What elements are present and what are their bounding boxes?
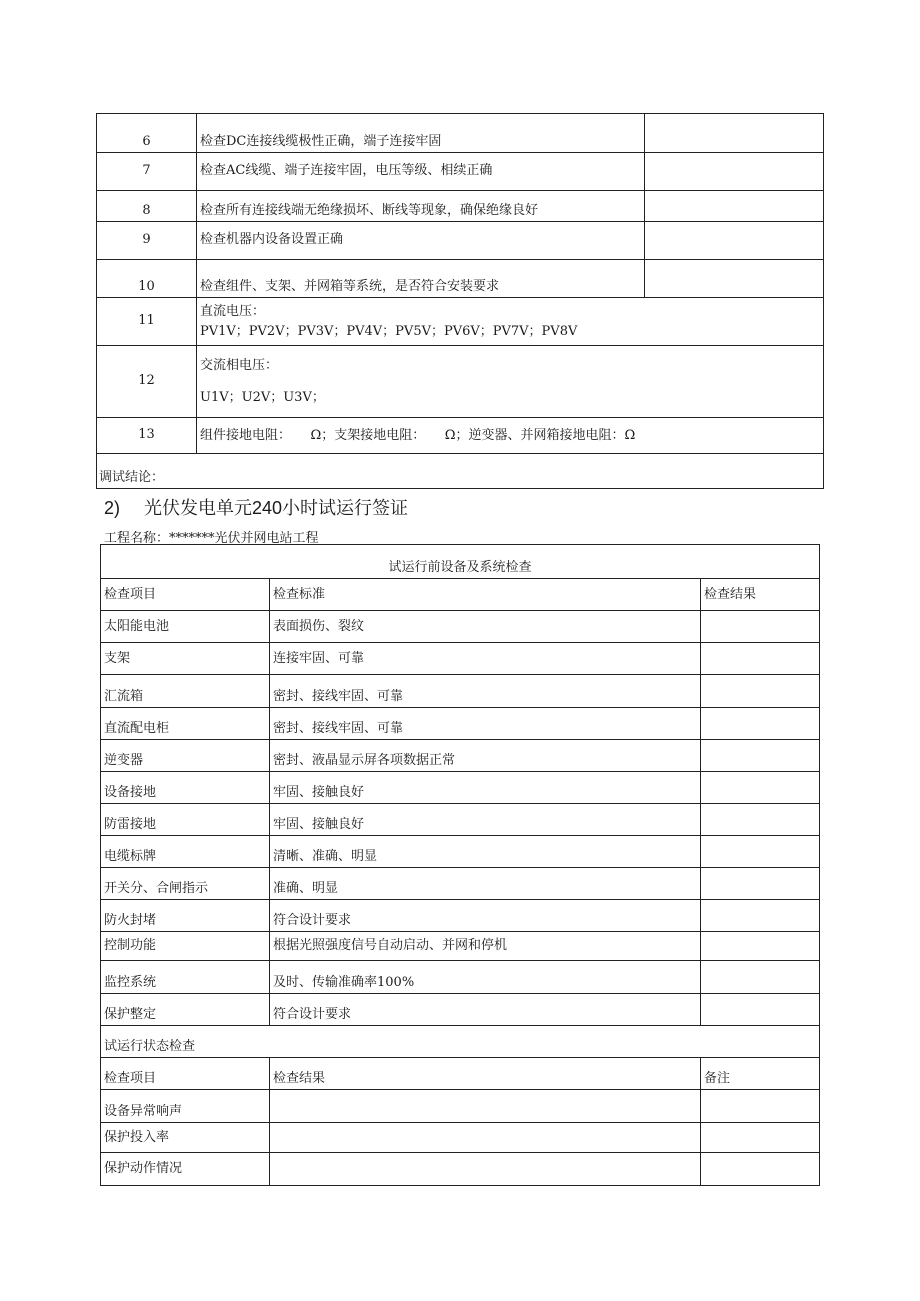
result-cell[interactable] xyxy=(645,153,824,191)
row-number: 11 xyxy=(97,298,197,346)
row-number: 6 xyxy=(97,114,197,153)
project-name: 工程名称：*******光伏并网电站工程 xyxy=(104,531,319,546)
table-title: 试运行前设备及系统检查 xyxy=(101,545,820,579)
check-item: 监控系统 xyxy=(101,961,270,994)
check-standard: 密封、接线牢固、可靠 xyxy=(270,708,701,740)
row-number: 10 xyxy=(97,260,197,298)
check-result[interactable] xyxy=(701,643,820,675)
check-standard: 表面损伤、裂纹 xyxy=(270,611,701,643)
status-item: 保护投入率 xyxy=(101,1123,270,1153)
check-item-text: 检查所有连接线端无绝缘损坏、断线等现象，确保绝缘良好 xyxy=(197,191,645,222)
table-row xyxy=(101,675,820,708)
check-item: 直流配电柜 xyxy=(101,708,270,740)
table-row xyxy=(97,153,824,191)
check-standard: 准确、明显 xyxy=(270,868,701,900)
check-item: 支架 xyxy=(101,643,270,675)
check-standard: 清晰、准确、明显 xyxy=(270,836,701,868)
table-row xyxy=(97,260,824,298)
check-result[interactable] xyxy=(701,994,820,1026)
table-header-row xyxy=(101,1058,820,1090)
table-row xyxy=(97,418,824,454)
table-row xyxy=(101,994,820,1026)
check-result[interactable] xyxy=(701,708,820,740)
debug-check-table xyxy=(96,113,824,489)
grounding-resistance-text: 组件接地电阻： Ω；支架接地电阻： Ω；逆变器、并网箱接地电阻：Ω xyxy=(197,418,824,454)
section-number: 2) xyxy=(104,498,121,518)
check-result[interactable] xyxy=(701,961,820,994)
check-standard: 牢固、接触良好 xyxy=(270,772,701,804)
check-standard: 密封、接线牢固、可靠 xyxy=(270,675,701,708)
table-row xyxy=(101,740,820,772)
check-result[interactable] xyxy=(701,740,820,772)
check-result[interactable] xyxy=(701,804,820,836)
check-item: 汇流箱 xyxy=(101,675,270,708)
check-item: 太阳能电池 xyxy=(101,611,270,643)
result-cell[interactable] xyxy=(645,191,824,222)
check-item: 保护整定 xyxy=(101,994,270,1026)
check-item-text: 检查DC连接线缆极性正确，端子连接牢固 xyxy=(197,114,645,153)
check-item: 防火封堵 xyxy=(101,900,270,932)
status-note[interactable] xyxy=(701,1153,820,1186)
table-row xyxy=(101,772,820,804)
table-row xyxy=(101,961,820,994)
check-standard: 根据光照强度信号自动启动、并网和停机 xyxy=(270,932,701,961)
header-note: 备注 xyxy=(701,1058,820,1090)
row-number: 13 xyxy=(97,418,197,454)
header-item: 检查项目 xyxy=(101,1058,270,1090)
check-result[interactable] xyxy=(701,611,820,643)
table-row xyxy=(101,900,820,932)
status-note[interactable] xyxy=(701,1090,820,1123)
check-result[interactable] xyxy=(701,675,820,708)
table-row xyxy=(101,836,820,868)
row-number: 8 xyxy=(97,191,197,222)
row-number: 7 xyxy=(97,153,197,191)
table-row xyxy=(101,611,820,643)
dc-voltage-cell xyxy=(197,298,824,346)
status-item: 保护动作情况 xyxy=(101,1153,270,1186)
status-result[interactable] xyxy=(270,1153,701,1186)
table-row xyxy=(97,191,824,222)
table-row xyxy=(101,1153,820,1186)
section2-title: 试运行状态检查 xyxy=(101,1026,820,1058)
table-row xyxy=(101,868,820,900)
check-result[interactable] xyxy=(701,836,820,868)
table-header-row xyxy=(101,579,820,611)
dc-voltage-values: PV1V；PV2V；PV3V；PV4V；PV5V；PV6V；PV7V；PV8V xyxy=(200,323,578,339)
section-title: 光伏发电单元240小时试运行签证 xyxy=(144,498,409,518)
table-row xyxy=(101,1123,820,1153)
status-result[interactable] xyxy=(270,1123,701,1153)
check-standard: 密封、液晶显示屏各项数据正常 xyxy=(270,740,701,772)
check-result[interactable] xyxy=(701,772,820,804)
check-standard: 符合设计要求 xyxy=(270,900,701,932)
header-result: 检查结果 xyxy=(701,579,820,611)
table-row xyxy=(97,298,824,346)
trial-run-check-table xyxy=(100,544,820,1186)
section-title-row xyxy=(101,1026,820,1058)
row-number: 9 xyxy=(97,222,197,260)
table-row xyxy=(97,222,824,260)
check-item-text: 检查AC线缆、端子连接牢固，电压等级、相续正确 xyxy=(197,153,645,191)
table-row xyxy=(97,114,824,153)
check-item: 电缆标牌 xyxy=(101,836,270,868)
result-cell[interactable] xyxy=(645,114,824,153)
table-row xyxy=(101,643,820,675)
check-standard: 符合设计要求 xyxy=(270,994,701,1026)
section-heading xyxy=(104,494,408,520)
table-row xyxy=(101,932,820,961)
check-result[interactable] xyxy=(701,868,820,900)
debug-conclusion: 调试结论： xyxy=(97,454,824,489)
table-row xyxy=(101,1090,820,1123)
check-result[interactable] xyxy=(701,932,820,961)
table-row xyxy=(97,454,824,489)
ac-voltage-cell xyxy=(197,346,824,418)
table-title-row xyxy=(101,545,820,579)
check-standard: 及时、传输准确率100% xyxy=(270,961,701,994)
check-item: 逆变器 xyxy=(101,740,270,772)
dc-voltage-label: 直流电压： xyxy=(200,303,266,319)
check-standard: 牢固、接触良好 xyxy=(270,804,701,836)
table-row xyxy=(97,346,824,418)
header-result: 检查结果 xyxy=(270,1058,701,1090)
check-result[interactable] xyxy=(701,900,820,932)
row-number: 12 xyxy=(97,346,197,418)
check-item-text: 检查机器内设备设置正确 xyxy=(197,222,645,260)
check-item-text: 检查组件、支架、并网箱等系统，是否符合安装要求 xyxy=(197,260,645,298)
table-row xyxy=(101,708,820,740)
check-item: 设备接地 xyxy=(101,772,270,804)
check-standard: 连接牢固、可靠 xyxy=(270,643,701,675)
status-item: 设备异常响声 xyxy=(101,1090,270,1123)
status-note[interactable] xyxy=(701,1123,820,1153)
check-item: 控制功能 xyxy=(101,932,270,961)
result-cell[interactable] xyxy=(645,222,824,260)
check-item: 开关分、合闸指示 xyxy=(101,868,270,900)
status-result[interactable] xyxy=(270,1090,701,1123)
result-cell[interactable] xyxy=(645,260,824,298)
header-standard: 检查标准 xyxy=(270,579,701,611)
header-item: 检查项目 xyxy=(101,579,270,611)
check-item: 防雷接地 xyxy=(101,804,270,836)
table-row xyxy=(101,804,820,836)
ac-voltage-label: 交流相电压： xyxy=(200,357,279,373)
ac-voltage-values: U1V；U2V；U3V； xyxy=(200,389,325,405)
